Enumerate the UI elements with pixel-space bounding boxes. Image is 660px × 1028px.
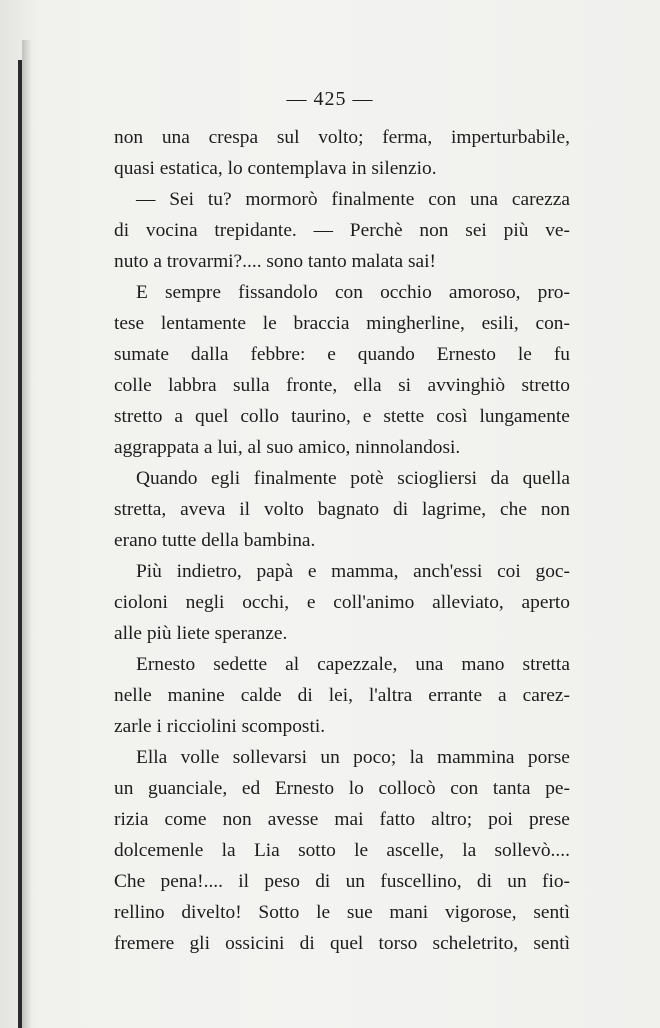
text-line: rellino divelto! Sotto le sue mani vigorose, sentì — [114, 902, 570, 923]
text-line: stretto a quel collo taurino, e stette così lungamente — [114, 406, 570, 427]
text-line: rizia come non avesse mai fatto altro; poi prese — [114, 809, 570, 830]
text-line: Che pena!.... il peso di un fuscellino, di un fio- — [114, 871, 570, 892]
text-line: stretta, aveva il volto bagnato di lagrime, che non — [114, 499, 570, 520]
text-line: cioloni negli occhi, e coll'animo alleviato, aperto — [114, 592, 570, 613]
text-line: fremere gli ossicini di quel torso scheletrito, sentì — [114, 933, 570, 954]
text-line: Più indietro, papà e mamma, anch'essi coi goc- — [136, 561, 570, 582]
text-line: erano tutte della bambina. — [114, 530, 316, 551]
text-line: nuto a trovarmi?.... sono tanto malata sai! — [114, 251, 437, 272]
text-line: quasi estatica, lo contemplava in silenzio. — [114, 158, 437, 179]
text-line: un guanciale, ed Ernesto lo collocò con tanta pe- — [114, 778, 570, 799]
text-line: tese lentamente le braccia mingherline, esili, con- — [114, 313, 570, 334]
text-line: sumate dalla febbre: e quando Ernesto le fu — [114, 344, 570, 365]
binding-shadow — [22, 40, 32, 1028]
text-line: — Sei tu? mormorò finalmente con una carezza — [136, 189, 570, 210]
text-line: alle più liete speranze. — [114, 623, 288, 644]
text-line: Quando egli finalmente potè sciogliersi da quella — [136, 468, 570, 489]
text-line: E sempre fissandolo con occhio amoroso, pro- — [136, 282, 570, 303]
text-line: Ella volle sollevarsi un poco; la mammina porse — [136, 747, 570, 768]
page-number: — 425 — — [286, 88, 374, 110]
text-line: Ernesto sedette al capezzale, una mano stretta — [136, 654, 570, 675]
text-line: colle labbra sulla fronte, ella si avvinghiò stretto — [114, 375, 570, 396]
text-line: dolcemenle la Lia sotto le ascelle, la sollevò.... — [114, 840, 570, 861]
text-line: aggrappata a lui, al suo amico, ninnolandosi. — [114, 437, 461, 458]
body-text — [114, 122, 570, 959]
text-line: non una crespa sul volto; ferma, imperturbabile, — [114, 127, 570, 148]
text-line: zarle i ricciolini scomposti. — [114, 716, 326, 737]
text-line: nelle manine calde di lei, l'altra errante a carez- — [114, 685, 570, 706]
text-line: di vocina trepidante. — Perchè non sei più ve- — [114, 220, 570, 241]
